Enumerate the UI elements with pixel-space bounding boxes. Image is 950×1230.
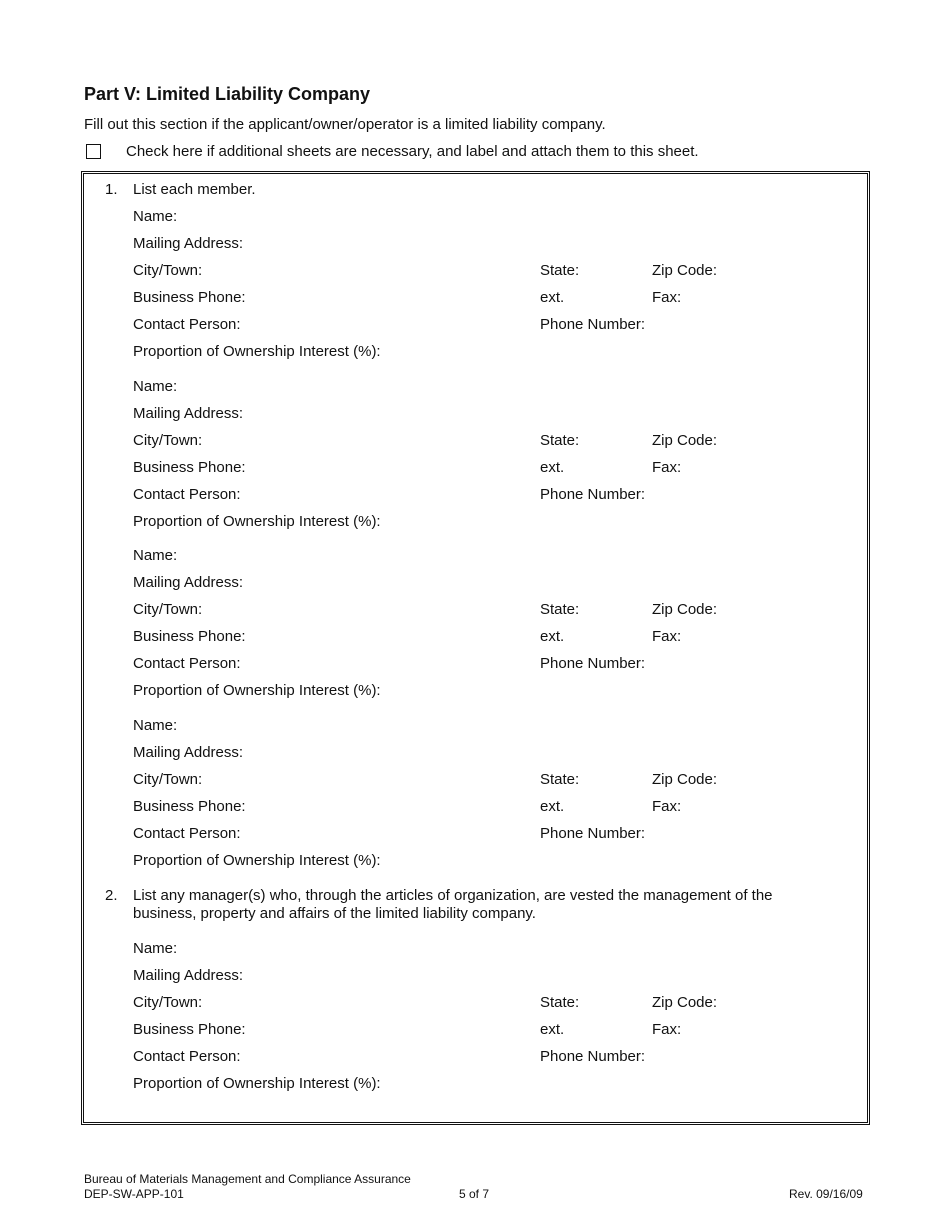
state-label: State: <box>540 262 580 279</box>
section-instruction: Fill out this section if the applicant/owner/operator is a limited liability company. <box>84 116 606 133</box>
business-phone-label: Business Phone: <box>133 1021 246 1038</box>
question-2-text: List any manager(s) who, through the articles of organization, are vested the management of the business, property and affairs of the limited liability company. <box>133 887 773 922</box>
fax-label: Fax: <box>652 798 682 815</box>
contact-person-label: Contact Person: <box>133 655 241 672</box>
city-label: City/Town: <box>133 601 203 618</box>
mailing-address-label: Mailing Address: <box>133 744 244 761</box>
phone-number-label: Phone Number: <box>540 1048 646 1065</box>
ext-label: ext. <box>540 459 565 476</box>
contact-person-label: Contact Person: <box>133 825 241 842</box>
ext-label: ext. <box>540 628 565 645</box>
business-phone-label: Business Phone: <box>133 459 246 476</box>
business-phone-label: Business Phone: <box>133 289 246 306</box>
contact-person-label: Contact Person: <box>133 486 241 503</box>
zip-code-label: Zip Code: <box>652 601 718 618</box>
zip-code-label: Zip Code: <box>652 994 718 1011</box>
ownership-interest-label: Proportion of Ownership Interest (%): <box>133 682 381 699</box>
ext-label: ext. <box>540 289 565 306</box>
phone-number-label: Phone Number: <box>540 316 646 333</box>
state-label: State: <box>540 994 580 1011</box>
mailing-address-label: Mailing Address: <box>133 967 244 984</box>
city-label: City/Town: <box>133 432 203 449</box>
ownership-interest-label: Proportion of Ownership Interest (%): <box>133 513 381 530</box>
state-label: State: <box>540 432 580 449</box>
city-label: City/Town: <box>133 262 203 279</box>
name-label: Name: <box>133 378 178 395</box>
name-label: Name: <box>133 547 178 564</box>
fax-label: Fax: <box>652 289 682 306</box>
additional-sheets-checkbox[interactable] <box>86 144 101 159</box>
business-phone-label: Business Phone: <box>133 628 246 645</box>
name-label: Name: <box>133 940 178 957</box>
state-label: State: <box>540 771 580 788</box>
fax-label: Fax: <box>652 1021 682 1038</box>
contact-person-label: Contact Person: <box>133 1048 241 1065</box>
contact-person-label: Contact Person: <box>133 316 241 333</box>
phone-number-label: Phone Number: <box>540 486 646 503</box>
name-label: Name: <box>133 717 178 734</box>
question-1-number: 1. <box>105 181 118 198</box>
mailing-address-label: Mailing Address: <box>133 574 244 591</box>
city-label: City/Town: <box>133 994 203 1011</box>
mailing-address-label: Mailing Address: <box>133 235 244 252</box>
fax-label: Fax: <box>652 459 682 476</box>
fax-label: Fax: <box>652 628 682 645</box>
additional-sheets-label: Check here if additional sheets are necessary, and label and attach them to this sheet. <box>126 143 699 160</box>
page-title: Part V: Limited Liability Company <box>84 84 371 104</box>
footer-form-id: DEP-SW-APP-101 <box>84 1187 184 1201</box>
footer-page-number: 5 of 7 <box>459 1187 490 1201</box>
ext-label: ext. <box>540 1021 565 1038</box>
footer-bureau: Bureau of Materials Management and Compliance Assurance <box>84 1172 411 1186</box>
phone-number-label: Phone Number: <box>540 825 646 842</box>
footer-revision: Rev. 09/16/09 <box>789 1187 863 1201</box>
ownership-interest-label: Proportion of Ownership Interest (%): <box>133 343 381 360</box>
city-label: City/Town: <box>133 771 203 788</box>
name-label: Name: <box>133 208 178 225</box>
zip-code-label: Zip Code: <box>652 771 718 788</box>
question-2-number: 2. <box>105 887 118 904</box>
zip-code-label: Zip Code: <box>652 262 718 279</box>
question-1-text: List each member. <box>133 181 256 198</box>
phone-number-label: Phone Number: <box>540 655 646 672</box>
ownership-interest-label: Proportion of Ownership Interest (%): <box>133 1075 381 1092</box>
ext-label: ext. <box>540 798 565 815</box>
business-phone-label: Business Phone: <box>133 798 246 815</box>
zip-code-label: Zip Code: <box>652 432 718 449</box>
state-label: State: <box>540 601 580 618</box>
ownership-interest-label: Proportion of Ownership Interest (%): <box>133 852 381 869</box>
mailing-address-label: Mailing Address: <box>133 405 244 422</box>
